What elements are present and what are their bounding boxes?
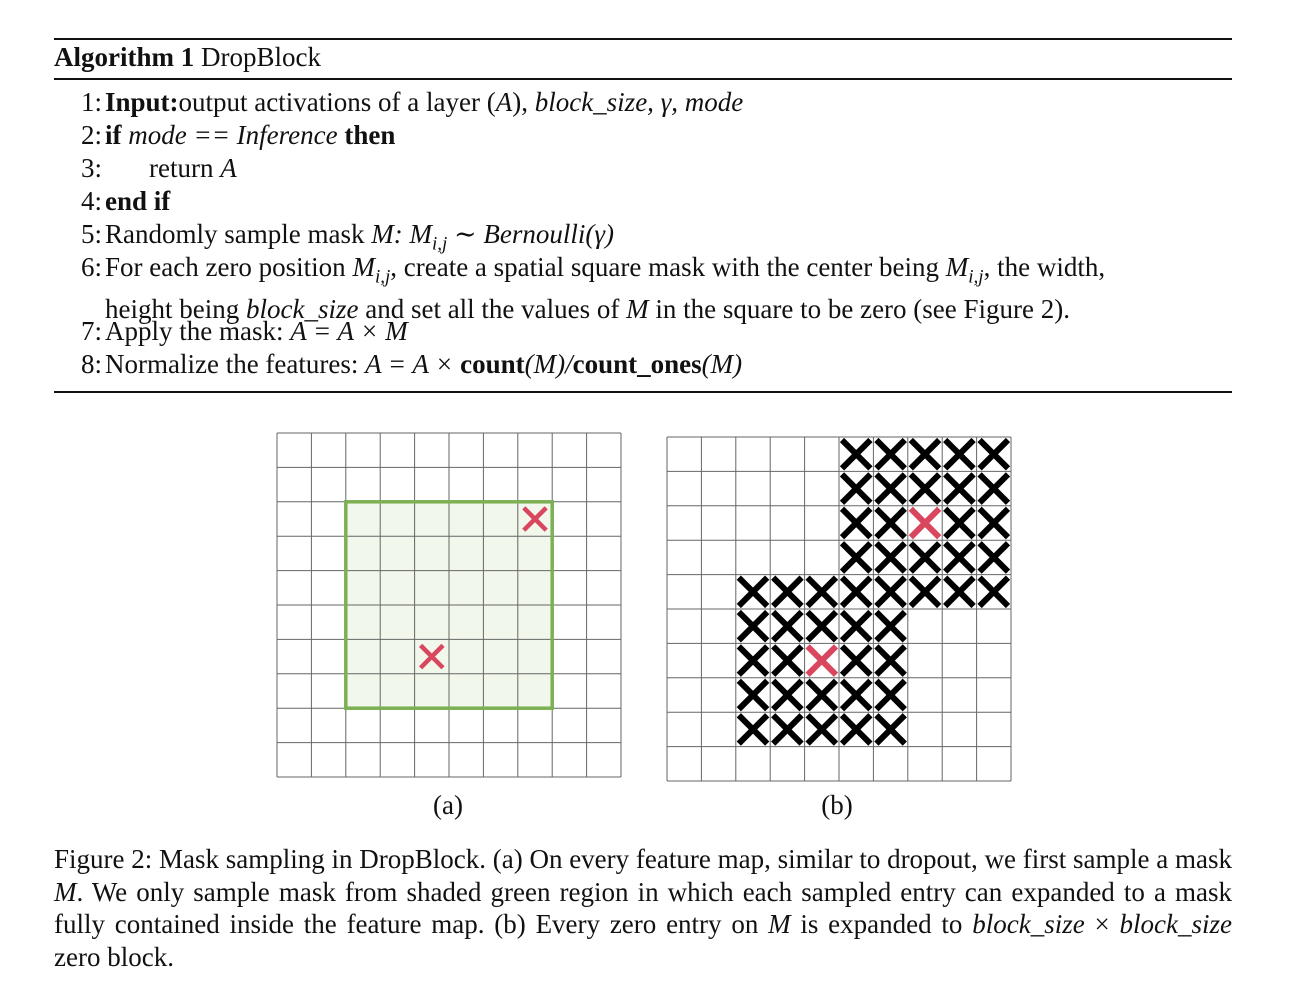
dropped-unit-mark	[842, 440, 870, 468]
dropped-unit-mark	[773, 681, 801, 709]
line-text: and set all the values of	[358, 294, 627, 325]
line-text: ),	[512, 87, 535, 117]
block-center-mark	[808, 646, 836, 674]
func-count: count	[460, 349, 525, 379]
line-text: , create a spatial square mask with the center being	[390, 252, 946, 282]
algo-line-4	[54, 185, 1234, 218]
block-center-mark	[911, 509, 939, 537]
algo-line-2	[54, 119, 1234, 152]
keyword-then: then	[344, 120, 396, 150]
line-text: Normalize the features:	[105, 349, 366, 379]
subfigure-label-b: (b)	[821, 790, 853, 820]
var-a: A	[220, 153, 237, 183]
line-number: 5:	[80, 219, 102, 249]
algo-line-8	[54, 348, 1234, 381]
line-number: 1:	[80, 87, 102, 117]
dropped-unit-mark	[739, 681, 767, 709]
dropped-unit-mark	[980, 543, 1008, 571]
figure-caption	[54, 843, 1232, 973]
dropped-unit-mark	[980, 578, 1008, 606]
dropped-unit-mark	[739, 578, 767, 606]
algorithm-name: DropBlock	[200, 42, 321, 72]
line-number: 7:	[80, 316, 102, 346]
dropped-unit-mark	[876, 578, 904, 606]
algo-line-5	[54, 218, 1234, 255]
grid-lines	[277, 433, 621, 777]
subscript: i,j	[374, 266, 391, 288]
caption-text: zero block.	[54, 941, 174, 972]
dropped-unit-mark	[945, 474, 973, 502]
line-number: 6:	[80, 252, 102, 282]
math: M: M	[371, 219, 432, 249]
line-number: 4:	[80, 186, 102, 216]
line-text: Randomly sample mask	[105, 219, 372, 249]
dropped-unit-mark	[842, 474, 870, 502]
dropped-unit-mark	[842, 646, 870, 674]
figure-panel-a	[276, 432, 622, 778]
caption-math: block_size	[1119, 909, 1232, 939]
caption-math: M	[54, 876, 77, 907]
dropped-unit-mark	[876, 474, 904, 502]
caption-math: block_size	[972, 909, 1085, 939]
line-text: Apply the mask:	[105, 316, 291, 346]
math: (M)/	[524, 349, 573, 379]
dropped-unit-mark	[980, 509, 1008, 537]
algo-line-1	[54, 86, 1234, 119]
dropped-unit-mark	[773, 612, 801, 640]
keyword-input: Input:	[105, 87, 179, 117]
dropped-unit-mark	[911, 440, 939, 468]
algo-header-rule	[54, 78, 1232, 80]
algo-bottom-rule	[54, 391, 1232, 393]
keyword-if: if	[105, 120, 122, 150]
dropped-unit-mark	[808, 612, 836, 640]
caption-text: is expanded to	[790, 909, 973, 939]
dropped-unit-mark	[808, 578, 836, 606]
math: M	[945, 252, 969, 282]
dropped-unit-mark	[945, 543, 973, 571]
params: block_size, γ, mode	[534, 87, 744, 117]
dropped-unit-mark	[842, 715, 870, 743]
dropped-unit-mark	[808, 715, 836, 743]
dropped-unit-mark	[739, 646, 767, 674]
var-a: A	[495, 87, 513, 117]
dropped-unit-mark	[876, 715, 904, 743]
dropped-unit-mark	[911, 543, 939, 571]
math: (M)	[701, 349, 743, 379]
line-text: For each zero position	[105, 252, 353, 282]
algorithm-label: Algorithm 1	[54, 42, 195, 72]
math: A = A × M	[290, 316, 408, 346]
line-number: 3:	[80, 153, 102, 183]
line-text: in the square to be zero (see Figure 2).	[648, 294, 1070, 325]
dropped-unit-mark	[842, 578, 870, 606]
figure-panel-b	[666, 436, 1012, 782]
line-text: , the width,	[983, 252, 1106, 282]
dropped-unit-mark	[842, 543, 870, 571]
dropped-unit-mark	[739, 715, 767, 743]
dropped-unit-mark	[842, 681, 870, 709]
dropped-unit-mark	[945, 509, 973, 537]
algorithm-body	[54, 86, 1234, 381]
dropped-unit-mark	[876, 681, 904, 709]
dropped-unit-mark	[842, 612, 870, 640]
dropped-unit-mark	[980, 474, 1008, 502]
line-text: height being	[105, 294, 246, 325]
keyword-end-if: end if	[105, 186, 171, 216]
math: ∼ Bernoulli(γ)	[447, 219, 614, 249]
caption-text: ×	[1084, 909, 1120, 939]
math: A = A ×	[365, 349, 461, 379]
dropped-unit-mark	[842, 509, 870, 537]
dropped-unit-mark	[876, 440, 904, 468]
math: block_size	[245, 294, 359, 325]
subfigure-label-a: (a)	[433, 790, 463, 820]
caption-text: Figure 2: Mask sampling in DropBlock. (a) On every feature map, similar to dropout, we first sample a mask	[54, 844, 1232, 874]
algorithm-title	[54, 40, 321, 74]
dropped-unit-mark	[773, 646, 801, 674]
line-number: 8:	[80, 349, 102, 379]
dropped-unit-mark	[945, 578, 973, 606]
condition: mode == Inference	[121, 120, 345, 150]
subscript: i,j	[968, 266, 984, 288]
caption-math: M	[768, 909, 791, 939]
line-text: return	[149, 153, 221, 183]
dropped-unit-mark	[808, 681, 836, 709]
algo-line-3	[54, 152, 1234, 185]
caption-text: . We only sample mask from shaded green region in which each sampled entry can expanded to a mask fully contained inside the feature map. (b) Every zero entry on	[54, 876, 1232, 939]
line-text: output activations of a layer (	[178, 87, 496, 117]
algo-line-6	[54, 251, 1234, 325]
subscript: i,j	[431, 233, 448, 255]
algo-line-7	[54, 315, 1234, 348]
line-number: 2:	[80, 120, 102, 150]
dropped-unit-mark	[876, 509, 904, 537]
math: M	[352, 252, 375, 282]
dropped-unit-mark	[911, 578, 939, 606]
dropped-unit-mark	[876, 646, 904, 674]
dropped-unit-mark	[739, 612, 767, 640]
dropped-unit-mark	[773, 715, 801, 743]
dropped-unit-mark	[773, 578, 801, 606]
func-count-ones: count_ones	[572, 349, 702, 379]
dropped-unit-mark	[876, 543, 904, 571]
dropped-unit-mark	[911, 474, 939, 502]
dropped-unit-mark	[876, 612, 904, 640]
math: M	[626, 294, 649, 325]
dropped-unit-mark	[980, 440, 1008, 468]
dropped-unit-mark	[945, 440, 973, 468]
